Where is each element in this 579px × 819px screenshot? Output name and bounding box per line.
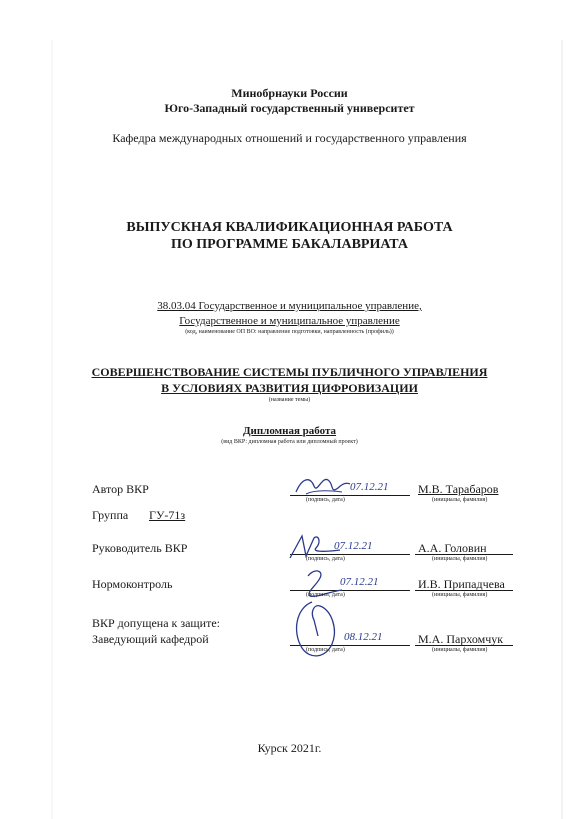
title-line-1: ВЫПУСКНАЯ КВАЛИФИКАЦИОННАЯ РАБОТА	[126, 220, 453, 235]
author-signature	[292, 470, 352, 500]
author-date: 07.12.21	[350, 481, 389, 493]
normcontrol-label: Нормоконтроль	[92, 577, 173, 591]
normcontrol-name: И.В. Припадчева	[418, 577, 505, 591]
topic-line-1: СОВЕРШЕНСТВОВАНИЕ СИСТЕМЫ ПУБЛИЧНОГО УПРАВЛЕНИЯ	[91, 365, 488, 379]
title-line-2: ПО ПРОГРАММЕ БАКАЛАВРИАТА	[171, 237, 408, 252]
normcontrol-signature-caption: (подпись, дата)	[306, 592, 345, 598]
department: Кафедра международных отношений и государственного управления	[112, 131, 467, 145]
normcontrol-name-caption: (инициалы, фамилия)	[432, 592, 488, 598]
program-line-1: 38.03.04 Государственное и муниципальное управление,	[157, 300, 422, 312]
work-type-caption: (вид ВКР: дипломная работа или дипломный проект)	[221, 439, 358, 445]
author-label: Автор ВКР	[92, 482, 149, 496]
work-type: Дипломная работа	[242, 425, 337, 437]
group-label: Группа	[92, 508, 129, 522]
topic-caption: (название темы)	[268, 397, 311, 403]
topic-line-2: В УСЛОВИЯХ РАЗВИТИЯ ЦИФРОВИЗАЦИИ	[161, 381, 418, 395]
author-signature-caption: (подпись, дата)	[306, 497, 345, 503]
supervisor-name-caption: (инициалы, фамилия)	[432, 556, 488, 562]
admission-date: 08.12.21	[344, 631, 383, 643]
ministry: Минобрнауки России	[231, 86, 348, 100]
supervisor-name-line	[415, 554, 513, 555]
head-name-caption: (инициалы, фамилия)	[432, 647, 488, 653]
normcontrol-name-line	[415, 590, 513, 591]
group-value: ГУ-71з	[149, 508, 186, 522]
head-of-department-name: М.А. Пархомчук	[418, 632, 504, 646]
supervisor-signature-caption: (подпись, дата)	[306, 556, 345, 562]
supervisor-label: Руководитель ВКР	[92, 541, 188, 555]
city-year: Курск 2021г.	[257, 741, 322, 755]
author-name: М.В. Тарабаров	[418, 482, 499, 496]
program-caption: (код, наименование ОП ВО: направление подготовки, направленность (профиль))	[185, 329, 394, 335]
author-name-caption: (инициалы, фамилия)	[432, 497, 488, 503]
program-line-2: Государственное и муниципальное управление	[179, 315, 400, 327]
supervisor-name: А.А. Головин	[418, 541, 487, 555]
admission-line: ВКР допущена к защите:	[92, 616, 220, 630]
supervisor-date: 07.12.21	[334, 540, 373, 552]
normcontrol-date: 07.12.21	[340, 576, 379, 588]
head-name-line	[415, 645, 513, 646]
university: Юго-Западный государственный университет	[164, 101, 415, 115]
head-of-department-label: Заведующий кафедрой	[92, 632, 209, 646]
admission-signature-caption: (подпись, дата)	[306, 647, 345, 653]
